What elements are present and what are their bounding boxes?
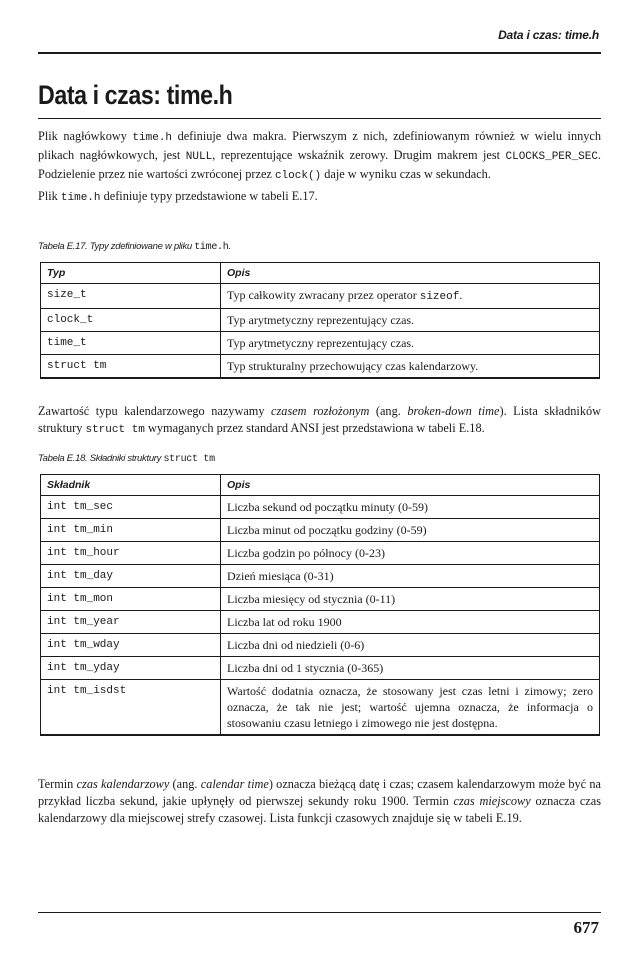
table-e18-caption: Tabela E.18. Składniki struktury struct tm (38, 453, 215, 465)
member-name-cell: int tm_mon (41, 588, 221, 611)
description-cell: Typ strukturalny przechowujący czas kalendarzowy. (221, 355, 600, 379)
table-row (41, 588, 600, 611)
table-e17 (40, 262, 600, 379)
type-name-cell: struct tm (41, 355, 221, 379)
member-name-cell: int tm_day (41, 565, 221, 588)
member-name-cell: int tm_hour (41, 542, 221, 565)
description-cell: Typ arytmetyczny reprezentujący czas. (221, 332, 600, 355)
member-name-cell: int tm_wday (41, 634, 221, 657)
inline-code: CLOCKS_PER_SEC (505, 151, 598, 163)
closing-paragraph: Termin czas kalendarzowy (ang. calendar time) oznacza bieżącą datę i czas; czasem kalendarzowym może być na przykład liczba sekund, jakie upłynęły od pierwszej sekundy roku 1900. Termin czas miejscowy oznacza czas kalendarzowy dla miejscowej strefy czasowej. Lista funkcji czasowych znajduje się w tabeli E.19. (38, 777, 601, 825)
member-name-cell: int tm_yday (41, 657, 221, 680)
middle-paragraph: Zawartość typu kalendarzowego nazywamy czasem rozłożonym (ang. broken-down time). Lista składników struktury struct tm wymaganych przez standard ANSI jest przedstawiona w tabeli E.18. (38, 404, 602, 436)
table-row (41, 332, 600, 355)
table-header-row (41, 475, 600, 496)
table-row (41, 496, 600, 519)
table-header-row (41, 263, 600, 284)
description-cell: Liczba dni od niedzieli (0-6) (221, 634, 600, 657)
running-head: Data i czas: time.h (498, 28, 599, 42)
description-cell: Dzień miesiąca (0-31) (221, 565, 600, 588)
member-name-cell: int tm_isdst (41, 680, 221, 736)
inline-code: time.h (60, 192, 101, 204)
chapter-title: Data i czas: time.h (38, 80, 233, 110)
type-name-cell: time_t (41, 332, 221, 355)
intro-paragraph-1: Plik nagłówkowy time.h definiuje dwa makra. Pierwszym z nich, zdefiniowanym również w wielu innych plikach nagłówkowych, jest NULL, reprezentujące wskaźnik zerowy. Drugim makrem jest CLOCKS_PER_SEC. Podzielenie przez nie wartości zwróconej przez clock() daje w wyniku czas w sekundach. (38, 129, 602, 182)
member-name-cell: int tm_sec (41, 496, 221, 519)
description-cell: Wartość dodatnia oznacza, że stosowany jest czas letni i zimowy; zero oznacza, że tak nie jest; wartość ujemna oznacza, że informacja o stosowaniu czasu letniego i zimowego nie jest dostępna. (221, 680, 600, 736)
table-e17-caption: Tabela E.17. Typy zdefiniowane w pliku time.h. (38, 241, 231, 253)
type-name-cell: clock_t (41, 309, 221, 332)
column-header-skladnik: Składnik (41, 475, 221, 496)
top-rule (38, 52, 601, 54)
intro-section (38, 128, 601, 207)
column-header-opis: Opis (221, 263, 600, 284)
inline-code: time.h (132, 132, 173, 144)
table-row (41, 542, 600, 565)
table-e18 (40, 474, 600, 736)
inline-code: NULL (185, 151, 213, 163)
table-row (41, 657, 600, 680)
table-row (41, 519, 600, 542)
member-name-cell: int tm_min (41, 519, 221, 542)
page-number: 677 (573, 918, 599, 937)
closing-section (38, 776, 601, 827)
member-name-cell: int tm_year (41, 611, 221, 634)
description-cell: Typ całkowity zwracany przez operator sizeof. (221, 284, 600, 309)
title-rule (38, 118, 601, 119)
column-header-opis: Opis (221, 475, 600, 496)
table-e17-section (38, 238, 601, 379)
table-row (41, 284, 600, 309)
table-row (41, 680, 600, 736)
inline-code: struct tm (85, 424, 145, 436)
column-header-typ: Typ (41, 263, 221, 284)
table-row (41, 309, 600, 332)
description-cell: Liczba godzin po północy (0-23) (221, 542, 600, 565)
table-row (41, 355, 600, 379)
description-cell: Liczba lat od roku 1900 (221, 611, 600, 634)
description-cell: Liczba minut od początku godziny (0-59) (221, 519, 600, 542)
type-name-cell: size_t (41, 284, 221, 309)
description-cell: Liczba sekund od początku minuty (0-59) (221, 496, 600, 519)
inline-code: clock() (274, 170, 322, 182)
table-e18-section (38, 450, 601, 736)
description-cell: Typ arytmetyczny reprezentujący czas. (221, 309, 600, 332)
bottom-rule (38, 912, 601, 913)
table-row (41, 634, 600, 657)
table-row (41, 565, 600, 588)
middle-section (38, 403, 601, 439)
table-row (41, 611, 600, 634)
description-cell: Liczba dni od 1 stycznia (0-365) (221, 657, 600, 680)
description-cell: Liczba miesięcy od stycznia (0-11) (221, 588, 600, 611)
intro-paragraph-2: Plik time.h definiuje typy przedstawione w tabeli E.17. (38, 189, 318, 204)
